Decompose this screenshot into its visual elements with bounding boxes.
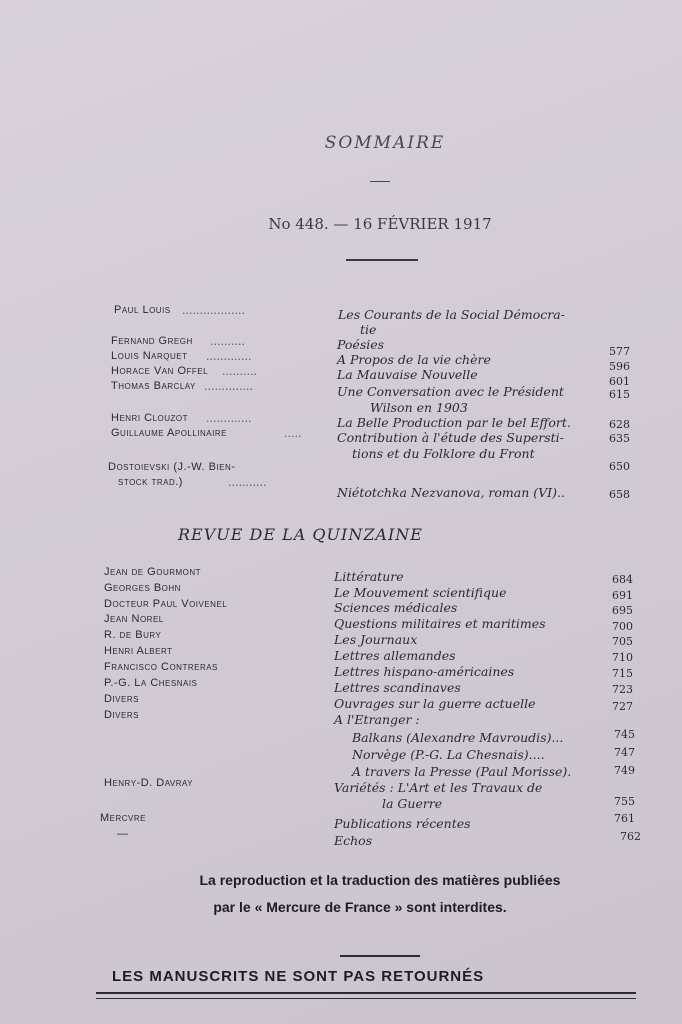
revue-author: Jean Norel: [104, 613, 164, 625]
entry-page: 596: [609, 360, 630, 373]
revue-page: 710: [612, 651, 633, 664]
revue-title: Echos: [334, 833, 373, 848]
revue-page: 755: [614, 795, 635, 808]
revue-author: Divers: [104, 693, 139, 705]
entry-title: Les Courants de la Social Démocra-: [338, 307, 565, 322]
banner-rule: [96, 992, 636, 994]
entry-title: La Belle Production par le bel Effort.: [337, 415, 571, 430]
revue-title: Le Mouvement scientifique: [334, 585, 507, 600]
entry-author: Thomas Barclay: [111, 380, 196, 392]
entry-title-cont: tie: [360, 322, 377, 337]
revue-page: 705: [612, 635, 633, 648]
entry-author: Henri Clouzot: [111, 412, 189, 424]
entry-page: 615: [609, 388, 630, 401]
leader-dots: ..........: [222, 365, 257, 378]
revue-page: 684: [612, 573, 633, 586]
revue-page: 727: [612, 700, 633, 713]
revue-title: Les Journaux: [334, 632, 418, 647]
title-dash: [370, 181, 390, 182]
entry-page: 635: [609, 432, 630, 445]
revue-title: A l'Etranger :: [334, 712, 420, 727]
notice-line: par le « Mercure de France » sont interdites.: [213, 899, 507, 915]
entry-author: Dostoievski (J.-W. Bien-: [108, 461, 236, 473]
revue-title: A travers la Presse (Paul Morisse).: [352, 764, 572, 779]
revue-page: 745: [614, 728, 635, 741]
issue-line: No 448. — 16 FÉVRIER 1917: [268, 215, 492, 233]
revue-page: 715: [612, 667, 633, 680]
revue-author: P.-G. La Chesnais: [104, 677, 198, 689]
entry-title-cont: tions et du Folklore du Front: [352, 446, 535, 461]
revue-title: la Guerre: [382, 796, 443, 811]
revue-title: Ouvrages sur la guerre actuelle: [334, 696, 536, 711]
revue-title: Lettres hispano-américaines: [334, 664, 515, 679]
header-rule: [346, 259, 418, 261]
revue-author: Divers: [104, 709, 139, 721]
entry-title: Niétotchka Nezvanova, roman (VI)..: [337, 485, 565, 500]
entry-page: 577: [609, 345, 630, 358]
revue-title: Questions militaires et maritimes: [334, 616, 546, 631]
entry-page: 650: [609, 460, 630, 473]
leader-dots: ..........: [210, 335, 245, 348]
revue-title: Balkans (Alexandre Mavroudis)...: [352, 730, 564, 745]
leader-dots: .............: [206, 350, 252, 363]
leader-dots: .....: [284, 427, 302, 440]
revue-page: 700: [612, 620, 633, 633]
revue-author: Francisco Contreras: [104, 661, 218, 673]
revue-author: R. de Bury: [104, 629, 162, 641]
revue-author: Henry-D. Davray: [104, 777, 194, 789]
revue-title: Variétés : L'Art et les Travaux de: [334, 780, 543, 795]
entry-title: Une Conversation avec le Président: [337, 384, 564, 399]
entry-page: 628: [609, 418, 630, 431]
entry-author: Louis Narquet: [111, 350, 188, 362]
entry-page: 601: [609, 375, 630, 388]
revue-author: Henri Albert: [104, 645, 173, 657]
entry-page: 658: [609, 488, 630, 501]
leader-dots: ..............: [204, 380, 253, 393]
footer-rule: [340, 955, 420, 957]
revue-page: 761: [614, 812, 635, 825]
section-heading: REVUE DE LA QUINZAINE: [178, 525, 423, 544]
revue-title: Sciences médicales: [334, 600, 458, 615]
page-title: SOMMAIRE: [324, 133, 446, 153]
manuscripts-banner: LES MANUSCRITS NE SONT PAS RETOURNÉS: [112, 968, 485, 985]
revue-page: 695: [612, 604, 633, 617]
revue-author: —: [117, 828, 129, 840]
entry-title: Contribution à l'étude des Supersti-: [337, 430, 564, 445]
revue-title: Norvège (P.-G. La Chesnais)....: [352, 747, 545, 762]
entry-author: Horace Van Offel: [111, 365, 209, 377]
entry-author: Fernand Gregh: [111, 335, 193, 347]
entry-title-cont: Wilson en 1903: [370, 400, 468, 415]
banner-rule: [96, 998, 636, 999]
revue-page: 762: [620, 830, 641, 843]
revue-title: Publications récentes: [334, 816, 471, 831]
leader-dots: ...........: [228, 476, 267, 489]
entry-title: La Mauvaise Nouvelle: [337, 367, 478, 382]
revue-page: 723: [612, 683, 633, 696]
revue-page: 747: [614, 746, 635, 759]
entry-title: A Propos de la vie chère: [337, 352, 491, 367]
entry-author-cont: stock trad.): [118, 476, 183, 488]
revue-author: Georges Bohn: [104, 582, 181, 594]
revue-title: Lettres allemandes: [334, 648, 456, 663]
revue-author: Mercvre: [100, 812, 147, 824]
leader-dots: ..................: [182, 304, 245, 317]
revue-title: Littérature: [334, 569, 404, 584]
revue-author: Jean de Gourmont: [104, 566, 202, 578]
revue-title: Lettres scandinaves: [334, 680, 461, 695]
leader-dots: .............: [206, 412, 252, 425]
notice-line: La reproduction et la traduction des matières publiées: [199, 872, 561, 888]
revue-author: Docteur Paul Voivenel: [104, 598, 228, 610]
revue-page: 749: [614, 764, 635, 777]
entry-author: Paul Louis: [114, 304, 171, 316]
revue-page: 691: [612, 589, 633, 602]
entry-author: Guillaume Apollinaire: [111, 427, 227, 439]
entry-title: Poésies: [337, 337, 385, 352]
